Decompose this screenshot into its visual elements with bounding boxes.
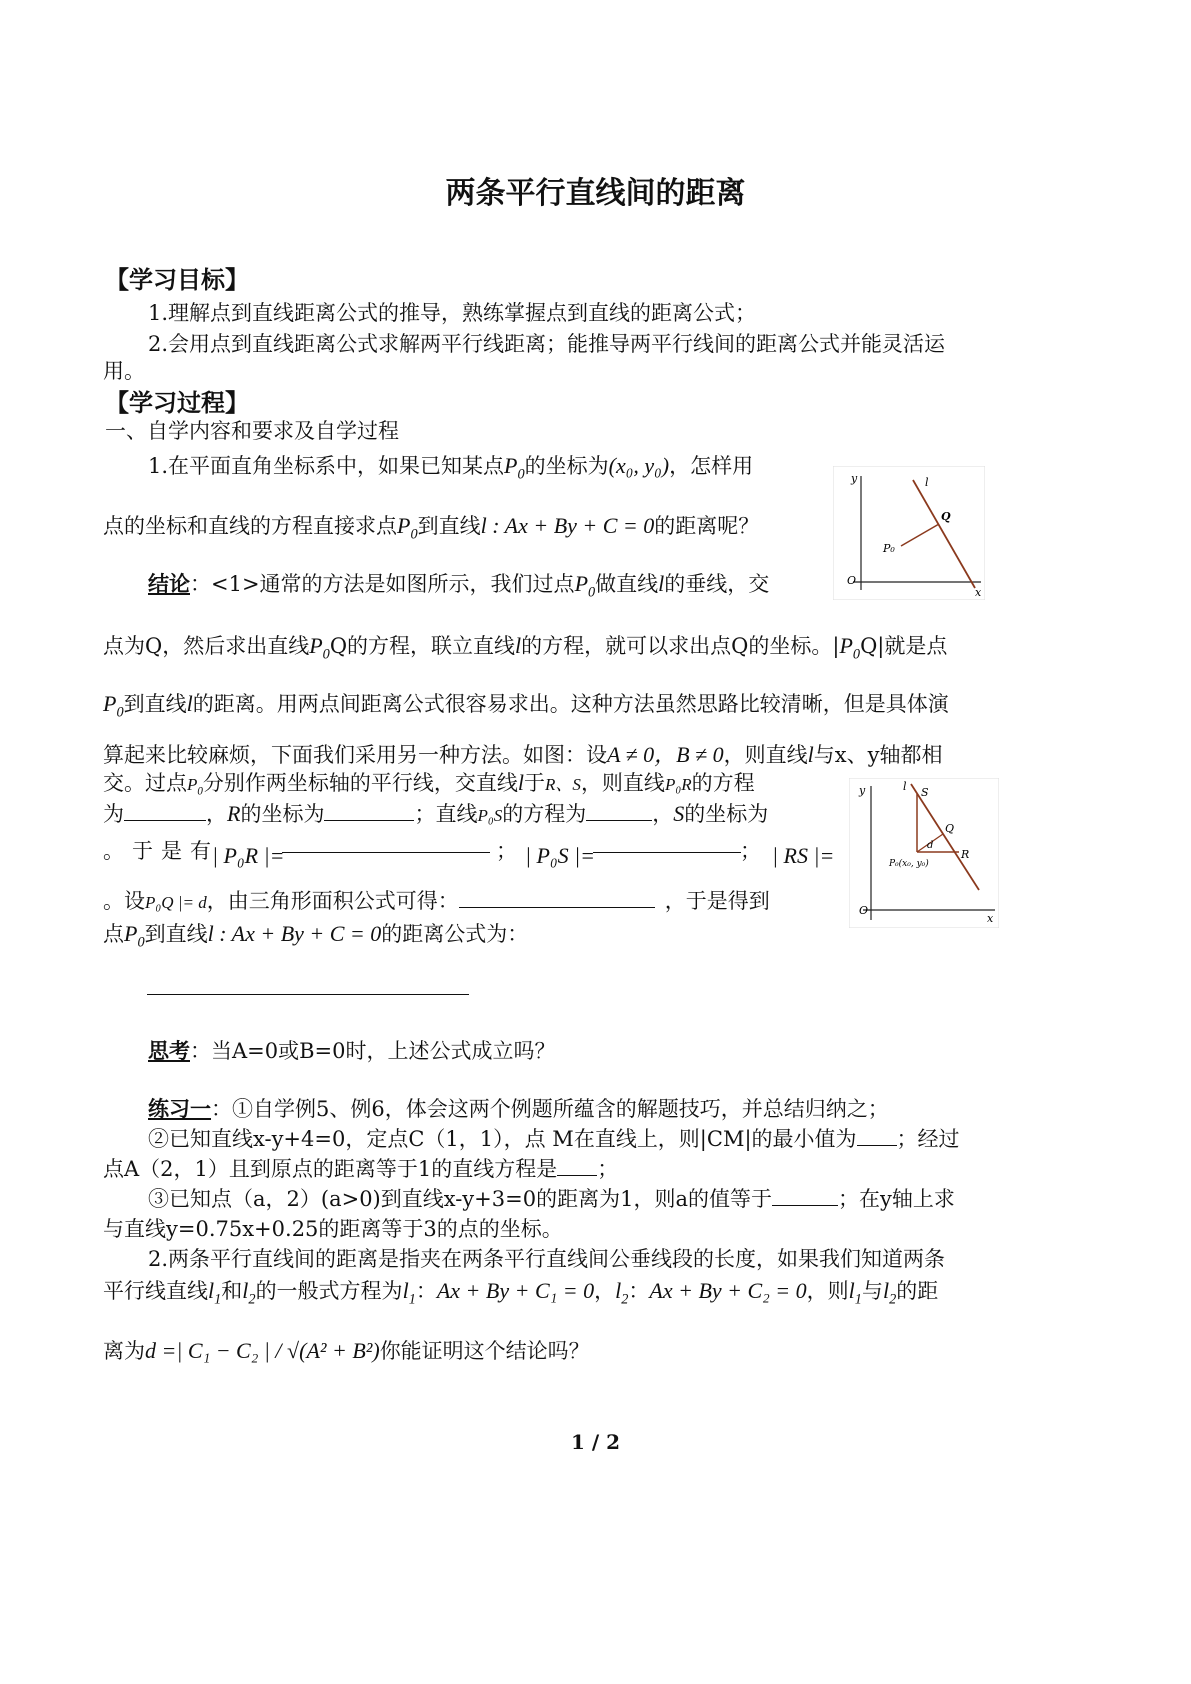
abs-p0r: | P₀R |= — [212, 843, 285, 868]
sub: 2 — [889, 1291, 897, 1308]
label-q: Q — [941, 510, 951, 523]
label-s: S — [921, 786, 929, 799]
math-p0 — [309, 633, 330, 663]
line-7: 为 ，R的坐标为 ；直线P₀S的方程为 ，S的坐标为 — [103, 801, 769, 826]
text: 2.两条平行直线间的距离是指夹在两条平行直线间公垂线段的长度，如果我们知道两条 — [148, 1247, 946, 1271]
text: 1.在平面直角坐标系中，如果已知某点 — [148, 454, 505, 478]
blank-area-formula[interactable] — [459, 887, 655, 908]
exercise-line-4 — [148, 1183, 955, 1213]
label-x: x — [975, 586, 982, 599]
text: 点A（2，1）且到原点的距离等于1的直线方程是 — [103, 1157, 558, 1181]
text: 算起来比较麻烦，下面我们采用另一种方法。如图：设 — [103, 743, 607, 767]
sub: 1 — [214, 1291, 222, 1308]
text: ：当A=0或B=0时，上述公式成立吗？ — [190, 1039, 556, 1063]
l: l — [242, 1278, 249, 1303]
text: 与x、y轴都相 — [813, 743, 943, 767]
page-title: 两条平行直线间的距离 — [445, 176, 746, 211]
math-p0 — [839, 633, 861, 663]
math-distance-formula: d =| C₁ − C₂ | / √(A² + B²) — [145, 1338, 380, 1363]
part2-line-2: 平行线直线$l_1$和$l_2$的一般式方程为$l_1$：Ax + By + C₁ = 0，$l_2$：Ax + By + C₂ = 0，则$l_1$与$l_2$的距 — [103, 1278, 939, 1308]
text: 。于是有 — [103, 839, 219, 863]
text: 的坐标为 — [240, 802, 325, 826]
p: P — [103, 691, 117, 716]
p: P — [309, 633, 323, 658]
text: ，于是得到 — [664, 889, 770, 913]
text: ③已知点（a，2）(a>0)到直线x-y+3=0的距离为1，则a的值等于 — [148, 1187, 772, 1211]
text: 到直线 — [123, 692, 187, 716]
conclusion-line — [148, 568, 769, 601]
text: Q|就是点 — [860, 634, 948, 658]
label-l: l — [925, 476, 929, 489]
p: P — [124, 921, 138, 946]
text: 做直线 — [595, 572, 659, 596]
blank-p0s-eq[interactable] — [586, 800, 652, 821]
label-d: d — [927, 840, 934, 851]
line-3 — [103, 630, 947, 663]
part2-line-1 — [148, 1243, 945, 1273]
think-line — [148, 1035, 556, 1065]
exercise-line-5 — [103, 1213, 563, 1243]
figure-triangle — [849, 778, 999, 928]
text: 的方程为 — [502, 802, 587, 826]
sub: 0 — [588, 584, 596, 601]
think-label: 思考 — [148, 1038, 190, 1063]
text: 的距离公式为： — [381, 922, 529, 946]
abs-rs: | RS |= — [772, 843, 835, 868]
label-q: Q — [945, 822, 955, 835]
sub: 0 — [322, 646, 330, 663]
text: 。设 — [103, 889, 145, 913]
text: 点 — [103, 922, 124, 946]
text: 和 — [221, 1279, 243, 1303]
text: 平行线直线 — [103, 1279, 208, 1303]
line-10 — [103, 918, 528, 951]
p: P — [397, 513, 411, 538]
l: l — [848, 1278, 855, 1303]
text: 的坐标为 — [684, 802, 769, 826]
math-l2 — [882, 1278, 897, 1308]
math-rs: R、S — [545, 775, 581, 794]
text: 到直线 — [144, 922, 208, 946]
section-process-heading: 【学习过程】 — [105, 389, 249, 417]
sub: 2 — [248, 1291, 256, 1308]
sep: ； — [740, 839, 761, 863]
text: 的方程 — [691, 771, 755, 795]
math-p0q-d: P₀Q |= d — [145, 893, 207, 912]
p: P — [839, 633, 853, 658]
text: 的坐标为 — [524, 454, 609, 478]
math-p0 — [574, 571, 596, 601]
text: 的垂线，交 — [664, 572, 770, 596]
blank-a-value[interactable] — [772, 1185, 838, 1206]
figure-perpendicular — [833, 466, 985, 600]
l: l — [208, 1278, 215, 1303]
math-s: S — [673, 801, 685, 826]
text: 与 — [861, 1279, 883, 1303]
page-number: 1 / 2 — [570, 1430, 621, 1454]
text: ：<1>通常的方法是如图所示，我们过点 — [190, 572, 575, 596]
sub: 1 — [854, 1291, 862, 1308]
text: 的距 — [896, 1279, 939, 1303]
q1-line-2 — [103, 510, 759, 543]
math-eq2: Ax + By + C₂ = 0 — [649, 1278, 807, 1303]
math-l1 — [208, 1278, 222, 1308]
exercise-line-2 — [148, 1123, 960, 1153]
part-1-heading: 一、自学内容和要求及自学过程 — [105, 419, 399, 443]
q1-line — [148, 450, 753, 483]
math-l: l — [517, 770, 525, 795]
label-l: l — [903, 780, 907, 793]
text: 的距离。用两点间距离公式很容易求出。这种方法虽然思路比较清晰，但是具体演 — [192, 692, 949, 716]
text: ，则 — [806, 1279, 849, 1303]
sub: 0 — [517, 466, 525, 483]
text: ，怎样用 — [669, 454, 754, 478]
math-l2 — [242, 1278, 256, 1308]
label-y: y — [851, 472, 858, 485]
l: l — [615, 1278, 622, 1303]
text: 点的坐标和直线的方程直接求点 — [103, 514, 397, 538]
label-o: O — [847, 574, 857, 587]
text: 分别作两坐标轴的平行线，交直线 — [202, 771, 518, 795]
math-l: l — [515, 633, 522, 658]
math-coord: (x₀, y₀) — [608, 453, 670, 478]
math-p0 — [504, 453, 525, 483]
blank-cm-min[interactable] — [857, 1125, 897, 1146]
label-p0: P₀(x₀, y₀) — [889, 859, 929, 869]
goal-2-cont: 用。 — [103, 359, 145, 383]
text: ：①自学例5、例6，体会这两个例题所蕴含的解题技巧，并总结归纳之； — [211, 1097, 889, 1121]
abs-p0s: | P₀S |= — [525, 843, 596, 868]
math-p0-small — [187, 775, 203, 798]
text: ；直线 — [414, 802, 478, 826]
text: 离为 — [103, 1339, 145, 1363]
section-goals-heading: 【学习目标】 — [105, 266, 249, 294]
l: l — [402, 1278, 409, 1303]
line-4 — [103, 688, 949, 721]
math-p0 — [397, 513, 418, 543]
sub: 0 — [116, 704, 124, 721]
sub: 0 — [197, 785, 203, 798]
goal-1: 1.理解点到直线距离公式的推导，熟练掌握点到直线的距离公式； — [148, 301, 757, 325]
line-6 — [103, 767, 755, 797]
math-l: l — [658, 571, 665, 596]
exercise-line-3 — [103, 1153, 618, 1183]
blank-p0r-eq[interactable] — [124, 800, 206, 821]
text: 为 — [103, 802, 124, 826]
sub: 0 — [410, 526, 418, 543]
math-line-eq: l : Ax + By + C = 0 — [207, 921, 382, 946]
part2-line-3 — [103, 1335, 590, 1365]
text: 的距离呢？ — [654, 514, 760, 538]
label-x: x — [987, 912, 994, 925]
p: P — [574, 571, 589, 596]
sub: 0 — [852, 646, 861, 663]
text: ②已知直线x-y+4=0，定点C（1，1），点 M在直线上，则|CM|的最小值为 — [148, 1127, 857, 1151]
exercise-line-1 — [148, 1093, 889, 1123]
text: 到直线 — [417, 514, 481, 538]
line-5 — [103, 738, 942, 769]
conclusion-label: 结论 — [148, 571, 190, 596]
math-ab: A ≠ 0，B ≠ 0 — [607, 742, 724, 767]
goal-2: 2.会用点到直线距离公式求解两平行线距离；能推导两平行线间的距离公式并能灵活运 — [148, 332, 946, 356]
math-r: R — [227, 801, 241, 826]
label-o: O — [859, 904, 869, 917]
sub: 0 — [137, 934, 145, 951]
text: 交。过点 — [103, 771, 187, 795]
math-p0s: P₀S — [477, 806, 503, 825]
exercise-label: 练习一 — [148, 1096, 211, 1121]
blank-r-coord[interactable] — [324, 800, 414, 821]
label-r: R — [961, 848, 970, 861]
text: ，由三角形面积公式可得： — [206, 889, 459, 913]
math-p0 — [124, 921, 145, 951]
math-eq1: Ax + By + C₁ = 0 — [436, 1278, 595, 1303]
blank-abs-p0s[interactable] — [593, 852, 741, 853]
math-l: l — [807, 742, 814, 767]
text: ，则直线 — [580, 771, 665, 795]
line-8 — [103, 835, 219, 865]
text: ；在y轴上求 — [837, 1187, 955, 1211]
text: ，则直线 — [723, 743, 808, 767]
math-p0 — [103, 691, 124, 721]
line-9 — [103, 885, 770, 915]
math-line-eq: l : Ax + By + C = 0 — [480, 513, 655, 538]
p: P — [187, 775, 198, 794]
text: ；经过 — [896, 1127, 960, 1151]
text: 于 — [524, 771, 546, 795]
blank-line-eq[interactable] — [557, 1155, 597, 1176]
label-p0: P₀ — [883, 542, 895, 555]
math-l2 — [615, 1278, 629, 1308]
blank-abs-p0r[interactable] — [282, 852, 490, 853]
sep: ； — [496, 839, 517, 863]
math-l: l — [186, 691, 193, 716]
text: ； — [597, 1157, 619, 1181]
sub: 1 — [408, 1291, 416, 1308]
math-p0r: P₀R — [664, 775, 692, 794]
text: 点为Q，然后求出直线 — [103, 634, 310, 658]
sub: 2 — [621, 1291, 629, 1308]
l: l — [882, 1278, 890, 1303]
blank-distance-formula[interactable] — [147, 994, 469, 995]
text: 与直线y=0.75x+0.25的距离等于3的点的坐标。 — [103, 1217, 563, 1241]
text: 的一般式方程为 — [255, 1279, 403, 1303]
math-l1 — [848, 1278, 862, 1308]
label-y: y — [859, 784, 866, 797]
math-l1 — [402, 1278, 416, 1308]
text: 的方程，就可以求出点Q的坐标。| — [521, 634, 840, 658]
text: Q的方程，联立直线 — [329, 634, 516, 658]
p: P — [504, 453, 518, 478]
text: 你能证明这个结论吗？ — [379, 1339, 590, 1363]
